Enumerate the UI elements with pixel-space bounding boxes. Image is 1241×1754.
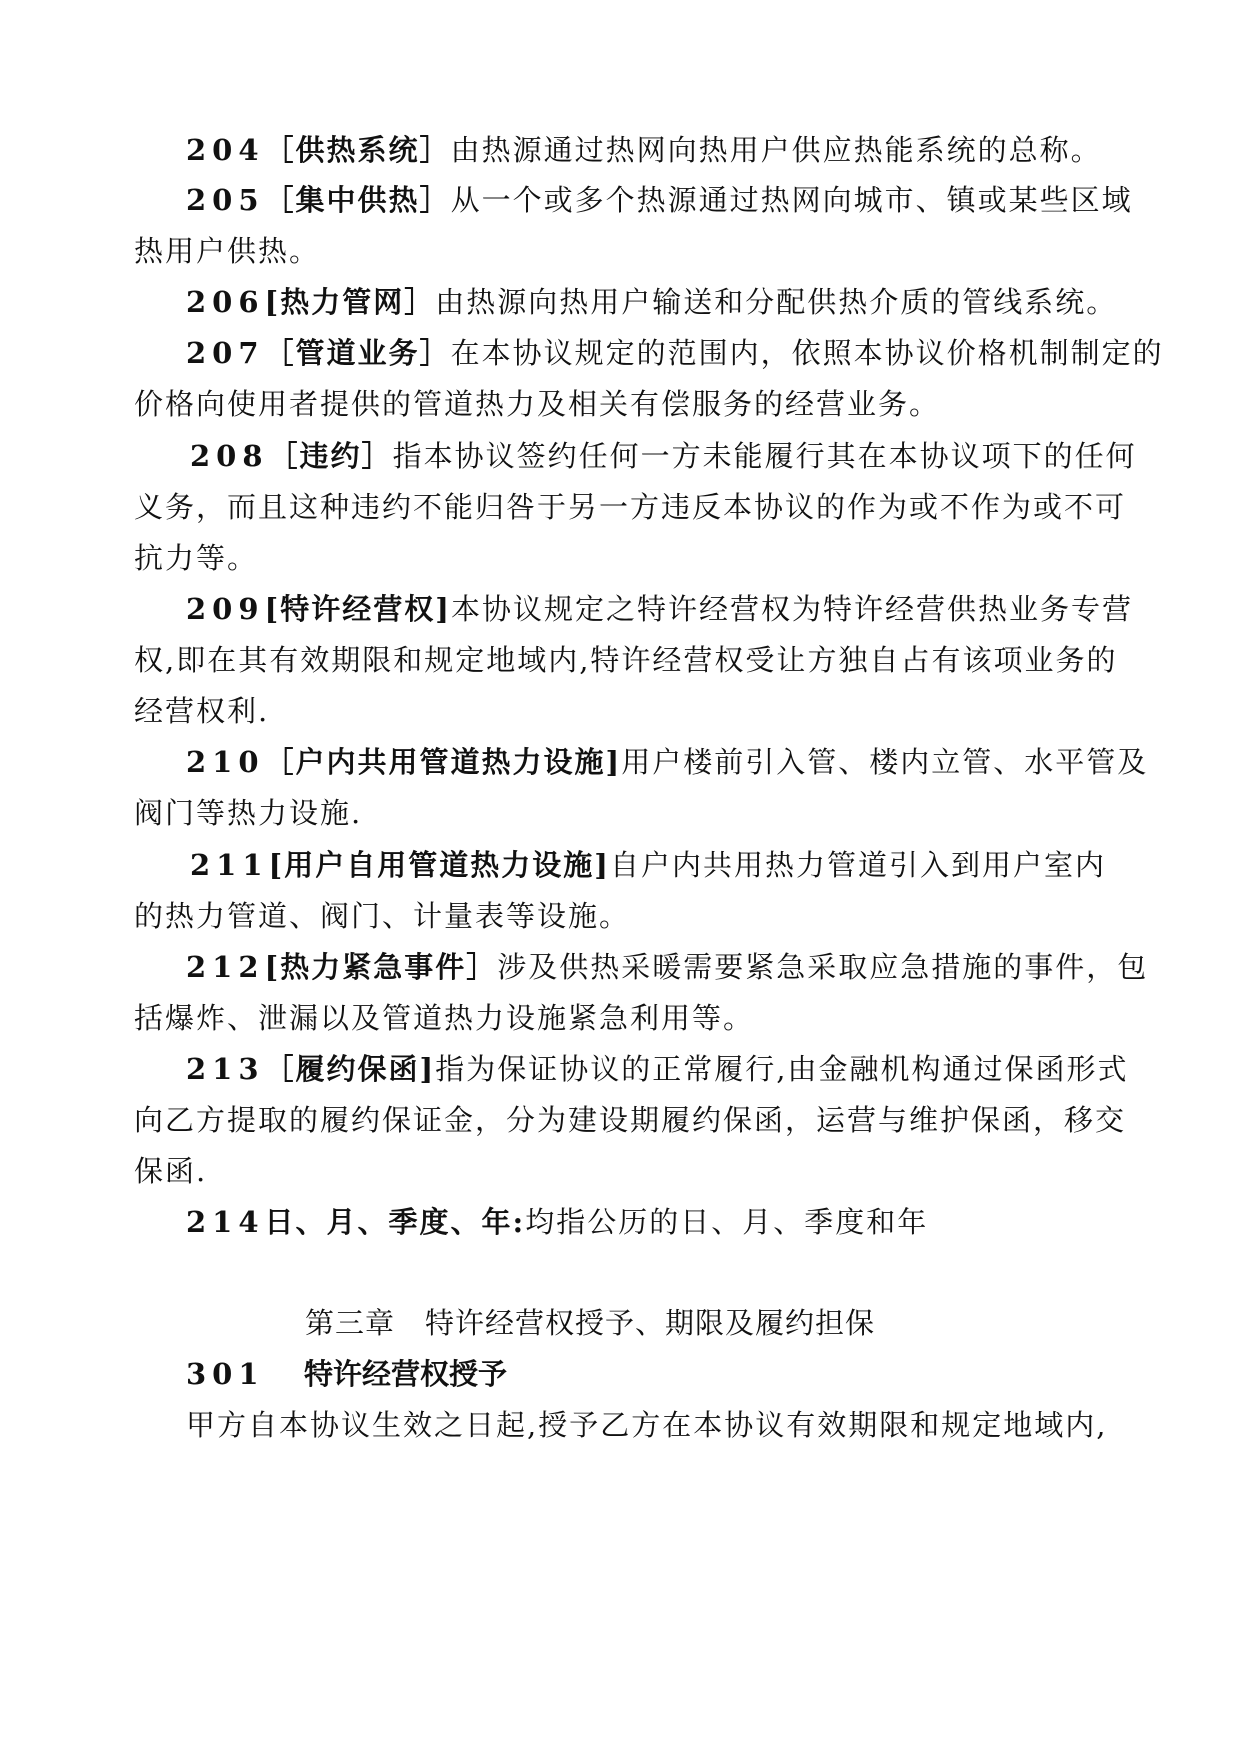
chapter-heading (305, 1303, 875, 1343)
entry-term: ［户内共用管道热力设施] (264, 745, 622, 779)
entry-definition-line: 从一个或多个热源通过热网向城市、镇或某些区域 (450, 183, 1133, 217)
entry-definition-line: 自户内共用热力管道引入到用户室内 (610, 848, 1107, 882)
entry-number: 209 (186, 592, 265, 626)
entry-209-continuation-1 (134, 640, 1117, 680)
entry-number: 213 (186, 1052, 265, 1086)
entry-213 (186, 1049, 1129, 1089)
entry-definition-line: 由热源通过热网向热用户供应热能系统的总称。 (450, 133, 1102, 167)
entry-number: 210 (186, 745, 265, 779)
entry-207 (186, 333, 1164, 373)
entry-definition-line: 热用户供热。 (134, 234, 321, 268)
entry-number: 211 (190, 848, 269, 882)
entry-term: ［供热系统］ (264, 133, 451, 167)
entry-number: 208 (190, 439, 269, 473)
entry-number: 205 (186, 183, 265, 217)
entry-definition-line: 本协议规定之特许经营权为特许经营供热业务专营 (451, 592, 1134, 626)
entry-definition-line: 的热力管道、阀门、计量表等设施。 (134, 899, 631, 933)
entry-212 (186, 947, 1148, 987)
entry-definition-line: 价格向使用者提供的管道热力及相关有偿服务的经营业务。 (134, 387, 941, 421)
entry-definition-line: 由热源向热用户输送和分配供热介质的管线系统。 (435, 285, 1118, 319)
entry-214 (186, 1202, 928, 1242)
entry-term: ［违约］ (268, 439, 393, 473)
entry-number: 204 (186, 133, 265, 167)
entry-209-continuation-2 (134, 691, 269, 731)
entry-term: 日、月、季度、年: (264, 1205, 526, 1239)
entry-term: [特许经营权] (264, 592, 451, 626)
entry-definition-line: 涉及供热采暖需要紧急采取应急措施的事件，包 (497, 950, 1149, 984)
entry-definition-line: 保函. (134, 1154, 208, 1188)
entry-definition-line: 经营权利. (134, 694, 270, 728)
entry-definition-line: 义务，而且这种违约不能归咎于另一方违反本协议的作为或不作为或不可 (134, 490, 1127, 524)
entry-number: 212 (186, 950, 265, 984)
entry-number: 207 (186, 336, 265, 370)
entry-number: 206 (186, 285, 265, 319)
entry-208-continuation-1 (134, 487, 1126, 527)
paragraph-text: 甲方自本协议生效之日起,授予乙方在本协议有效期限和规定地域内, (186, 1408, 1108, 1442)
entry-213-continuation-1 (134, 1100, 1126, 1140)
entry-term: [用户自用管道热力设施] (268, 848, 610, 882)
entry-term: [热力紧急事件］ (264, 950, 498, 984)
entry-definition-line: 均指公历的日、月、季度和年 (525, 1205, 929, 1239)
entry-204 (186, 130, 1102, 170)
entry-number: 214 (186, 1205, 265, 1239)
entry-208 (190, 436, 1137, 476)
body-paragraph (186, 1405, 1107, 1445)
entry-definition-line: 括爆炸、泄漏以及管道热力设施紧急利用等。 (134, 1001, 755, 1035)
entry-211-continuation (134, 896, 630, 936)
entry-205 (186, 180, 1133, 220)
entry-213-continuation-2 (134, 1151, 207, 1191)
chapter-title: 特许经营权授予、期限及履约担保 (425, 1306, 876, 1340)
entry-term: ［集中供热］ (264, 183, 451, 217)
entry-210 (186, 742, 1148, 782)
entry-definition-line: 指为保证协议的正常履行,由金融机构通过保函形式 (435, 1052, 1129, 1086)
entry-definition-line: 在本协议规定的范围内，依照本协议价格机制制定的 (450, 336, 1164, 370)
entry-definition-line: 抗力等。 (134, 541, 259, 575)
entry-term: [热力管网］ (264, 285, 436, 319)
entry-211 (190, 845, 1106, 885)
entry-208-continuation-2 (134, 538, 258, 578)
entry-term: ［履约保函] (264, 1052, 436, 1086)
entry-definition-line: 向乙方提取的履约保证金，分为建设期履约保函，运营与维护保函，移交 (134, 1103, 1127, 1137)
chapter-label: 第三章 (305, 1306, 396, 1340)
entry-209 (186, 589, 1133, 629)
entry-207-continuation (134, 384, 940, 424)
entry-definition-line: 阀门等热力设施. (134, 796, 363, 830)
section-heading (186, 1354, 507, 1394)
entry-205-continuation (134, 231, 320, 271)
section-number: 301 (186, 1357, 265, 1391)
section-title: 特许经营权授予 (304, 1357, 508, 1391)
entry-term: ［管道业务］ (264, 336, 451, 370)
entry-210-continuation (134, 793, 362, 833)
entry-212-continuation (134, 998, 754, 1038)
entry-definition-line: 指本协议签约任何一方未能履行其在本协议项下的任何 (392, 439, 1137, 473)
entry-definition-line: 权,即在其有效期限和规定地域内,特许经营权受让方独自占有该项业务的 (134, 643, 1118, 677)
entry-definition-line: 用户楼前引入管、楼内立管、水平管及 (621, 745, 1149, 779)
entry-206 (186, 282, 1117, 322)
